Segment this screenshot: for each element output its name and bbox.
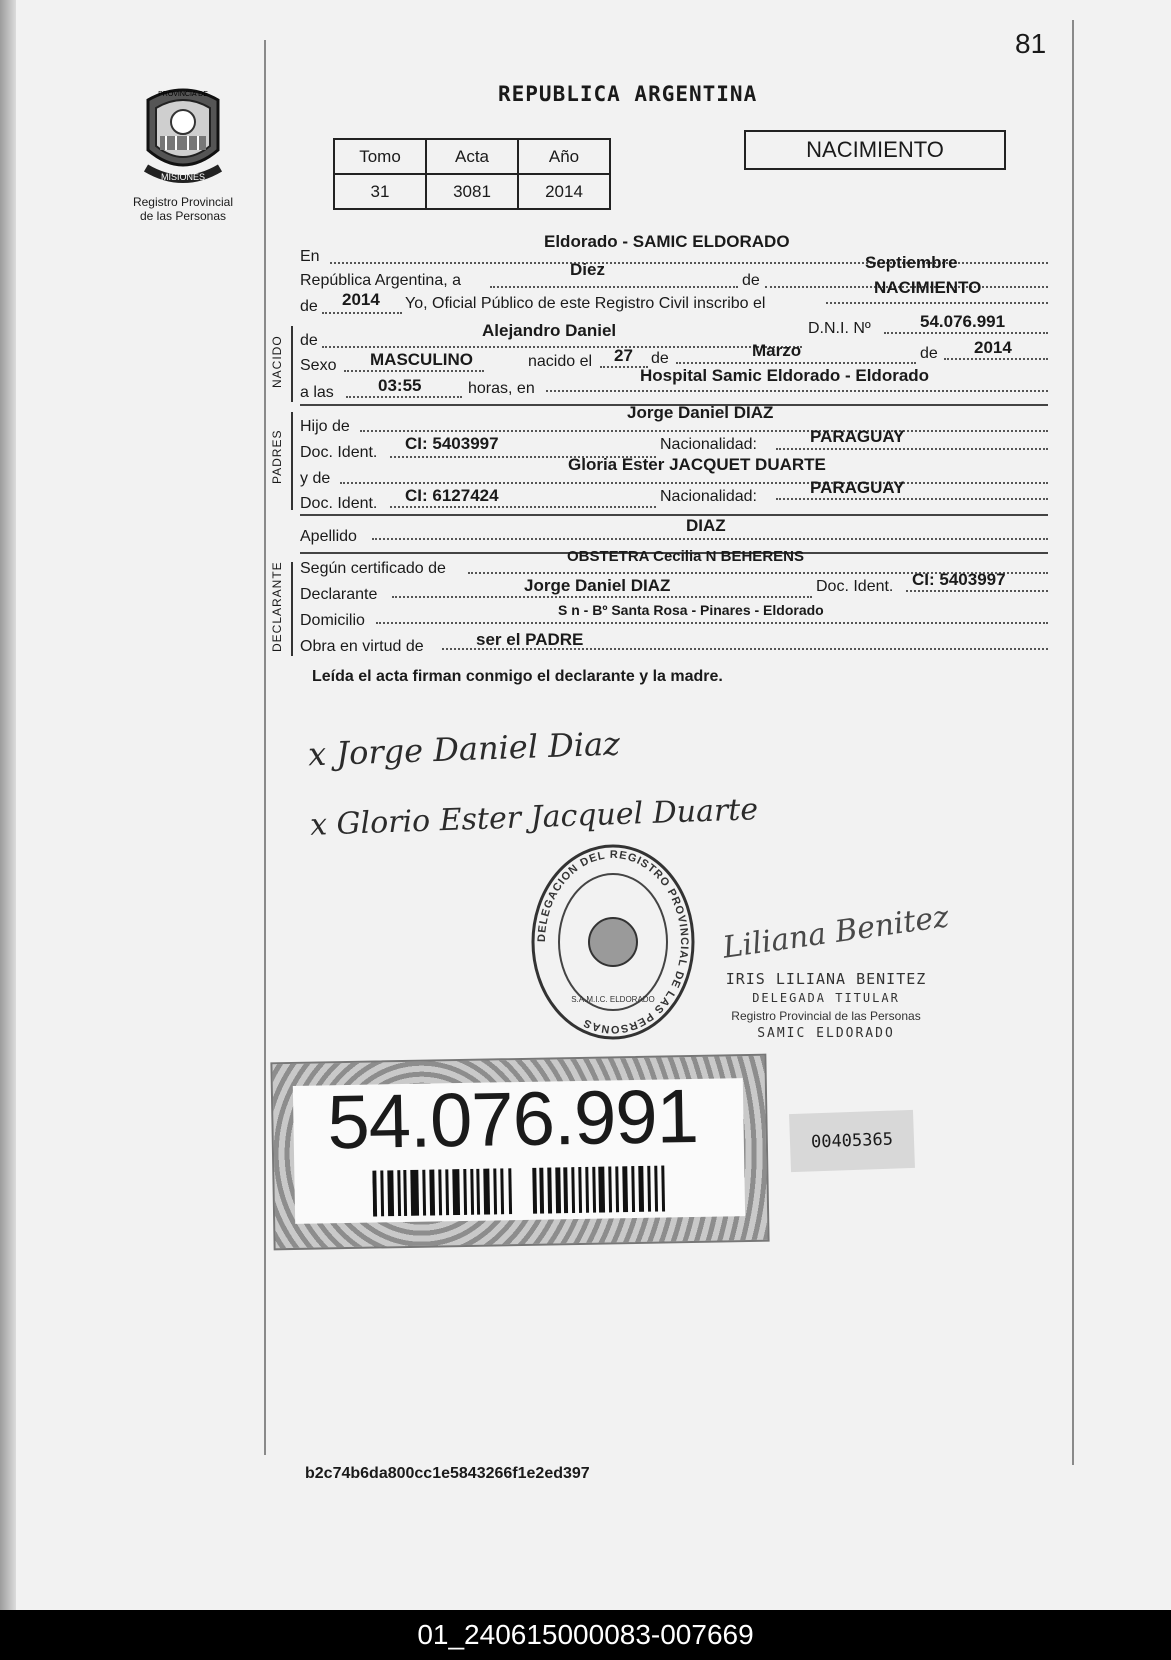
official-name: IRIS LILIANA BENITEZ	[725, 970, 927, 988]
anio-value: 2014	[518, 174, 610, 209]
value-anio-registro: 2014	[342, 290, 380, 309]
emblem-text-bottom: MISIONES	[160, 172, 206, 182]
value-doc-padre: CI: 5403997	[405, 434, 499, 453]
value-nac-padre: PARAGUAY	[810, 427, 905, 446]
dotted-line	[376, 622, 1048, 624]
value-anio-nac: 2014	[974, 338, 1012, 357]
value-declarante: Jorge Daniel DIAZ	[524, 576, 671, 595]
dotted-line	[344, 370, 484, 372]
left-margin-line	[264, 40, 266, 1455]
record-type-box: NACIMIENTO	[744, 130, 1006, 170]
value-certificado: OBSTETRA Cecilia N BEHERENS	[567, 548, 804, 565]
mother-signature: x Glorio Ester Jacquel Duarte	[309, 792, 759, 843]
value-apellido: DIAZ	[686, 516, 726, 535]
official-role: DELEGADA TITULAR	[752, 991, 900, 1005]
barcode-bars-icon	[372, 1165, 673, 1216]
emblem-text-top: PROVINCIA DE	[158, 91, 208, 98]
label-declarante: Declarante	[300, 586, 378, 603]
father-signature: x Jorge Daniel Diaz	[307, 724, 621, 774]
dotted-line	[322, 346, 802, 348]
official-signature: Liliana Benitez	[720, 899, 951, 966]
closing-statement: Leída el acta firman conmigo el declarante y la madre.	[312, 668, 723, 685]
emblem-caption-2: de las Personas	[139, 209, 227, 223]
value-dia: Diez	[570, 260, 605, 279]
registry-table	[333, 138, 611, 210]
dotted-line	[906, 590, 1048, 592]
value-nac-madre: PARAGUAY	[810, 478, 905, 497]
acta-header: Acta	[426, 139, 518, 174]
stamp-ring-text: DELEGACION DEL REGISTRO PROVINCIAL DE LAS PERSONAS	[535, 848, 691, 1036]
value-madre: Gloria Ester JACQUET DUARTE	[568, 455, 826, 474]
dotted-line	[372, 538, 1048, 540]
label-a-las: a las	[300, 384, 334, 401]
dotted-line	[826, 302, 1048, 304]
label-de-1: de	[742, 272, 760, 289]
barcode-number: 54.076.991	[326, 1073, 699, 1166]
label-nacido-el: nacido el	[528, 353, 593, 370]
footer-file-id: 01_240615000083-007669	[0, 1610, 1171, 1660]
barcode-sticker	[270, 1054, 769, 1251]
label-apellido: Apellido	[300, 528, 357, 545]
registry-header-row	[334, 139, 610, 174]
section-label-padres: PADRES	[270, 429, 284, 484]
label-obra: Obra en virtud de	[300, 638, 424, 655]
provincial-emblem	[118, 80, 248, 223]
dotted-line	[676, 362, 916, 364]
dotted-line	[390, 506, 656, 508]
dotted-line	[884, 332, 1048, 334]
label-doc-ident-1: Doc. Ident.	[300, 444, 378, 461]
tomo-value: 31	[334, 174, 426, 209]
section-bar-padres	[291, 412, 293, 510]
label-certificado: Según certificado de	[300, 560, 446, 577]
label-de-4: de	[920, 345, 938, 362]
barcode-label	[293, 1073, 745, 1224]
label-de-2: de	[300, 298, 318, 315]
page-number: 81	[1015, 28, 1047, 59]
label-nacionalidad-1: Nacionalidad:	[660, 436, 757, 453]
serial-number: 00405365	[789, 1110, 915, 1172]
value-domicilio: S n - Bº Santa Rosa - Pinares - Eldorado	[558, 602, 824, 618]
emblem-caption-1: Registro Provincial	[132, 195, 234, 209]
value-lugar: Eldorado - SAMIC ELDORADO	[544, 232, 790, 251]
value-dni: 54.076.991	[920, 312, 1006, 331]
stamp-inner-text: S.A.M.I.C. ELDORADO	[571, 995, 655, 1004]
official-block	[706, 970, 946, 1041]
section-divider	[300, 514, 1048, 516]
label-horas-en: horas, en	[468, 380, 535, 397]
value-obra: ser el PADRE	[476, 630, 584, 649]
official-place: SAMIC ELDORADO	[757, 1026, 895, 1041]
value-sexo: MASCULINO	[370, 350, 473, 369]
label-sexo: Sexo	[300, 357, 337, 374]
value-nombre: Alejandro Daniel	[482, 321, 617, 340]
dotted-line	[360, 430, 1048, 432]
page-edge-shadow	[0, 0, 16, 1610]
dotted-line	[490, 286, 738, 288]
label-en: En	[300, 248, 320, 265]
misiones-shield-icon	[118, 80, 248, 190]
label-oficial: Yo, Oficial Público de este Registro Civil inscribo el	[405, 295, 766, 312]
official-org: Registro Provincial de las Personas	[731, 1009, 921, 1023]
label-domicilio: Domicilio	[300, 612, 365, 629]
value-hora: 03:55	[378, 376, 422, 395]
value-mes-nac: Marzo	[752, 341, 802, 360]
dotted-line	[322, 312, 402, 314]
section-bar-nacido	[291, 326, 293, 402]
dotted-line	[392, 596, 812, 598]
document-title: REPUBLICA ARGENTINA	[498, 82, 758, 106]
dotted-line	[546, 390, 1048, 392]
section-label-declarante: DECLARANTE	[270, 561, 284, 652]
official-stamp	[528, 842, 698, 1047]
value-mes-registro: Septiembre	[865, 253, 958, 272]
dotted-line	[340, 482, 1048, 484]
label-republica: República Argentina, a	[300, 272, 461, 289]
section-bar-declarante	[291, 562, 293, 656]
value-dia-nac: 27	[614, 346, 633, 365]
label-hijo-de: Hijo de	[300, 418, 350, 435]
value-lugar-nac: Hospital Samic Eldorado - Eldorado	[640, 366, 930, 385]
value-tipo: NACIMIENTO	[874, 278, 982, 297]
value-doc-madre: CI: 6127424	[405, 486, 499, 505]
label-de-3: de	[651, 350, 669, 367]
label-doc-ident-2: Doc. Ident.	[300, 495, 378, 512]
seal-icon	[528, 842, 698, 1042]
dotted-line	[776, 498, 1048, 500]
anio-header: Año	[518, 139, 610, 174]
label-dni: D.N.I. Nº	[808, 320, 871, 337]
value-padre: Jorge Daniel DIAZ	[627, 403, 774, 422]
label-doc-ident-3: Doc. Ident.	[816, 578, 894, 595]
dotted-line	[776, 448, 1048, 450]
registry-value-row	[334, 174, 610, 209]
acta-value: 3081	[426, 174, 518, 209]
dotted-line	[944, 358, 1048, 360]
label-nacionalidad-2: Nacionalidad:	[660, 488, 757, 505]
document-hash: b2c74b6da800cc1e5843266f1e2ed397	[305, 1465, 590, 1482]
label-y-de: y de	[300, 470, 331, 487]
value-doc-declarante: CI: 5403997	[912, 570, 1006, 589]
tomo-header: Tomo	[334, 139, 426, 174]
label-de-nombre: de	[300, 332, 318, 349]
section-label-nacido: NACIDO	[270, 335, 284, 388]
dotted-line	[346, 396, 462, 398]
right-margin-line	[1072, 20, 1074, 1465]
